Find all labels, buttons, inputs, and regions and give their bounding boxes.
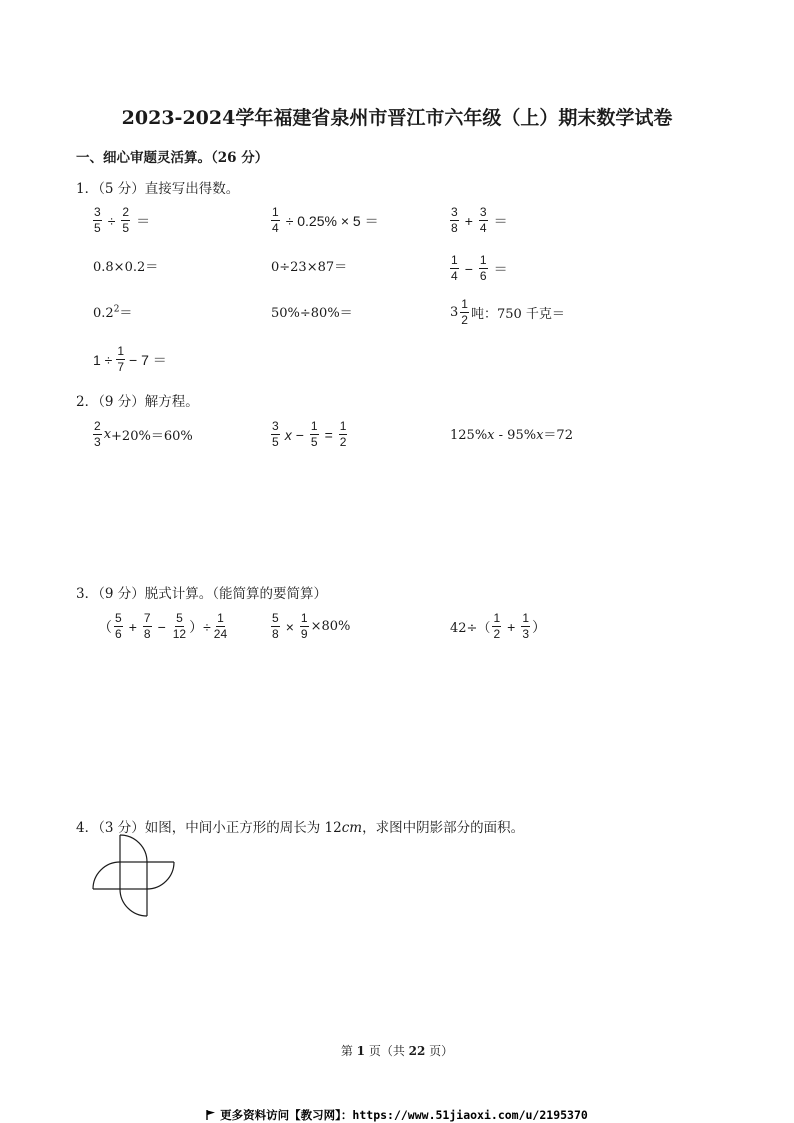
figure-arc-bottom: [120, 889, 147, 916]
page-title: 2023-2024学年福建省泉州市晋江市六年级（上）期末数学试卷: [121, 107, 673, 129]
resource-link[interactable]: 更多资料访问【教习网】：https://www.51jiaoxi.com/u/2195370: [0, 1107, 794, 1123]
pinwheel-figure: [90, 832, 180, 922]
q1-problem-7: $0.2^2=$: [93, 304, 133, 321]
q1-problem-10: 1 ÷ $\frac{1}{7}$ − 7 ＝: [93, 344, 167, 374]
fraction: $\frac{7}{8}$: [143, 611, 151, 641]
q1-problem-1: $\frac{3}{5}$ ÷ $\frac{2}{5}$ ＝: [94, 205, 151, 235]
q1-problem-2: $\frac{1}{4}$ ÷ 0.25% × 5 ＝: [272, 205, 379, 235]
q3-calc-2: $\frac{5}{8}$ × $\frac{1}{9}$ ×80%: [272, 611, 351, 641]
fraction: $\frac{3}{4}$: [479, 205, 487, 235]
fraction: $\frac{1}{9}$: [300, 611, 308, 641]
q2-equation-2: $\frac{3}{5}$ x − $\frac{1}{5}$ = $\frac{1}{2}$: [272, 419, 347, 449]
fraction: $\frac{1}{2}$: [461, 297, 468, 327]
q2-equation-1: $\frac{2}{3}$ x +20%＝60%: [94, 419, 193, 449]
q3-calc-3: 42÷（ $\frac{1}{2}$ + $\frac{1}{3}$ ）: [450, 611, 546, 641]
q1-problem-5: 0÷23×87＝: [271, 260, 348, 275]
question-1-heading: 1．（5 分）直接写出得数。: [76, 181, 240, 197]
figure-arc-left: [93, 862, 120, 889]
fraction: $\frac{3}{5}$: [272, 419, 279, 449]
fraction: $\frac{3}{5}$: [94, 205, 101, 235]
question-2-heading: 2．（9 分）解方程。: [76, 394, 199, 410]
fraction: $\frac{2}{3}$: [94, 419, 101, 449]
page-footer: 第 1 页（共 22 页）: [340, 1044, 454, 1058]
q1-problem-4: 0.8×0.2＝: [93, 260, 159, 275]
figure-arc-top: [120, 835, 147, 862]
fraction: $\frac{2}{5}$: [122, 205, 130, 235]
q2-equation-3: 125%x - 95%x＝72: [450, 428, 573, 443]
fraction: $\frac{1}{7}$: [117, 344, 125, 374]
fraction: $\frac{1}{5}$: [310, 419, 318, 449]
q1-problem-8: 50%÷80%＝: [271, 306, 353, 321]
fraction: $\frac{5}{8}$: [272, 611, 279, 641]
q3-calc-1: （ $\frac{5}{6}$ + $\frac{7}{8}$ − $\frac{5}{12}$ ）÷ $\frac{1}{24}$: [98, 611, 228, 641]
q1-problem-6: $\frac{1}{4}$ − $\frac{1}{6}$ ＝: [451, 253, 508, 283]
fraction: $\frac{1}{4}$: [272, 205, 279, 235]
fraction: $\frac{1}{2}$: [339, 419, 347, 449]
flag-icon: [206, 1110, 216, 1120]
fraction: $\frac{3}{8}$: [451, 205, 458, 235]
section-heading: 一、细心审题灵活算。（26 分）: [76, 150, 269, 166]
question-4-heading: 4．（3 分）如图，中间小正方形的周长为 12cm，求图中阴影部分的面积。: [76, 820, 525, 836]
question-3-heading: 3．（9 分）脱式计算。（能简算的要简算）: [76, 586, 327, 602]
fraction: $\frac{1}{3}$: [522, 611, 529, 641]
q1-problem-3: $\frac{3}{8}$ + $\frac{3}{4}$ ＝: [451, 205, 508, 235]
fraction: $\frac{1}{24}$: [213, 611, 228, 641]
figure-arc-right: [147, 862, 174, 889]
fraction: $\frac{5}{6}$: [115, 611, 122, 641]
center-square: [120, 862, 147, 889]
q1-problem-9: 3 $\frac{1}{2}$ 吨：750 千克＝: [450, 297, 565, 327]
fraction: $\frac{1}{6}$: [479, 253, 487, 283]
fraction: $\frac{5}{12}$: [172, 611, 187, 641]
fraction: $\frac{1}{4}$: [451, 253, 458, 283]
fraction: $\frac{1}{2}$: [493, 611, 501, 641]
